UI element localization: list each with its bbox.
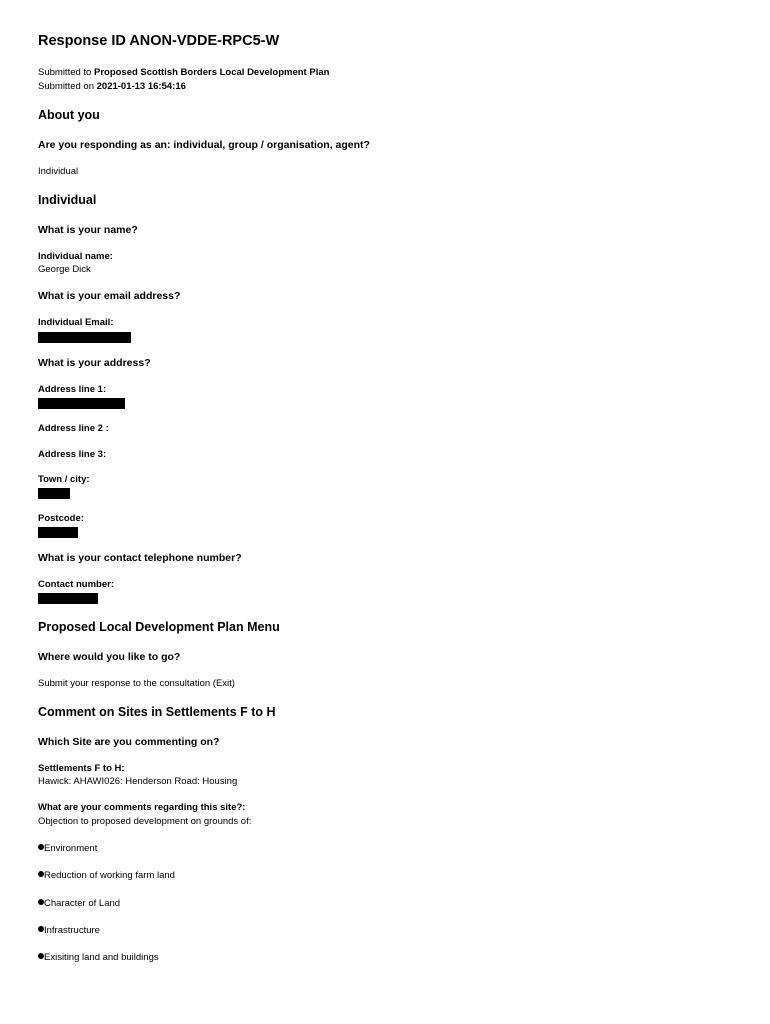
submitted-to-line: [38, 67, 329, 78]
about-you-heading: About you: [38, 108, 100, 122]
redacted-postcode: [38, 527, 78, 538]
list-item: Character of Land: [38, 898, 120, 909]
address-line3-label: Address line 3:: [38, 449, 107, 460]
email-label: Individual Email:: [38, 317, 114, 328]
submitted-on-label: Submitted on: [38, 81, 94, 92]
name-label: Individual name:: [38, 251, 113, 262]
address-line2-label: Address line 2 :: [38, 423, 109, 434]
postcode-label: Postcode:: [38, 513, 84, 524]
comment-heading: Comment on Sites in Settlements F to H: [38, 705, 276, 719]
submitted-on-line: [38, 81, 186, 92]
list-item: Environment: [38, 843, 97, 854]
phone-question: What is your contact telephone number?: [38, 552, 242, 564]
name-value: George Dick: [38, 264, 91, 275]
comments-label: What are your comments regarding this site?:: [38, 802, 246, 813]
list-item: Reduction of working farm land: [38, 870, 175, 881]
submitted-on-value: 2021-01-13 16:54:16: [96, 81, 186, 92]
redacted-phone: [38, 593, 98, 604]
site-question: Which Site are you commenting on?: [38, 736, 220, 748]
settlement-value: Hawick: AHAWI026: Henderson Road: Housing: [38, 776, 238, 787]
list-item: Infrastructure: [38, 925, 100, 936]
address-line1-label: Address line 1:: [38, 384, 107, 395]
response-title: Response ID ANON-VDDE-RPC5-W: [38, 33, 280, 49]
menu-heading: Proposed Local Development Plan Menu: [38, 620, 280, 634]
comments-intro: Objection to proposed development on grounds of:: [38, 816, 252, 827]
redacted-town: [38, 488, 70, 499]
settlement-label: Settlements F to H:: [38, 763, 125, 774]
submitted-to-value: Proposed Scottish Borders Local Development Plan: [93, 67, 330, 78]
address-question: What is your address?: [38, 357, 151, 369]
email-question: What is your email address?: [38, 290, 181, 302]
menu-answer: Submit your response to the consultation (Exit): [38, 678, 235, 689]
respondent-type-question: Are you responding as an: individual, group / organisation, agent?: [38, 139, 370, 151]
respondent-type-answer: Individual: [38, 166, 79, 177]
phone-label: Contact number:: [38, 579, 114, 590]
town-label: Town / city:: [38, 474, 90, 485]
redacted-address-line1: [38, 398, 125, 409]
redacted-email: [38, 332, 131, 343]
submitted-to-label: Submitted to: [38, 67, 92, 78]
name-question: What is your name?: [38, 224, 138, 236]
individual-heading: Individual: [38, 193, 97, 207]
list-item: Exisiting land and buildings: [38, 952, 159, 963]
menu-question: Where would you like to go?: [38, 651, 181, 663]
